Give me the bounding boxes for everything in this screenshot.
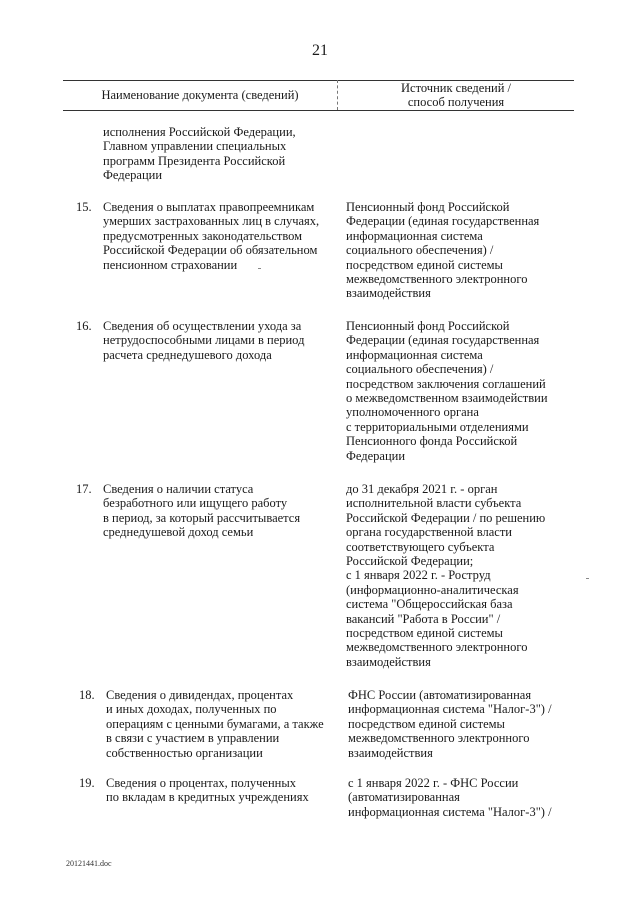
row-source: Пенсионный фонд Российской Федерации (единая государственная информационная система социального обеспечения) / посредством единой системы межведомственного электронного взаимодействия — [346, 200, 540, 301]
stray-mark — [586, 578, 589, 579]
row-document: Сведения о процентах, полученных по вкладам в кредитных учреждениях — [106, 776, 309, 805]
continuation-text: исполнения Российской Федерации, Главном управлении специальных программ Президента Российской Федерации — [103, 125, 296, 183]
row-document: Сведения о наличии статуса безработного или ищущего работу в период, за который рассчитывается среднедушевой доход семьи — [103, 482, 301, 540]
row-number: 15. — [76, 200, 92, 214]
header-source-line2: способ получения — [407, 95, 505, 109]
footer-filename: 20121441.doc — [66, 859, 112, 868]
header-source-line1: Источник сведений / — [401, 81, 511, 95]
row-source: с 1 января 2022 г. - ФНС России (автоматизированная информационная система "Налог-3") / — [348, 776, 552, 819]
row-number: 16. — [76, 319, 92, 333]
header-source — [338, 81, 574, 109]
row-document: Сведения о выплатах правопреемникам умерших застрахованных лиц в случаях, предусмотренных законодательством Российской Федерации об обязательном пенсионном страховании — [103, 200, 320, 272]
row-source: до 31 декабря 2021 г. - орган исполнительной власти субъекта Российской Федерации / по решению органа государственной власти соответствующего субъекта Российской Федерации; с 1 января 2022 г. - Роструд (информационно-аналитическая система "Общероссийская база вакансий "Работа в России" / посредством единой системы межведомственного электронного взаимодействия — [346, 482, 546, 669]
stray-mark — [258, 268, 261, 269]
row-source: Пенсионный фонд Российской Федерации (единая государственная информационная система социального обеспечения) / посредством заключения соглашений о межведомственном взаимодействии уполномоченного органа с территориальными отделениями Пенсионного фонда Российской Федерации — [346, 319, 548, 463]
row-source: ФНС России (автоматизированная информационная система "Налог-3") / посредством единой системы межведомственного электронного взаимодействия — [348, 688, 552, 760]
row-number: 19. — [79, 776, 95, 790]
row-document: Сведения о дивидендах, процентах и иных доходах, полученных по операциям с ценными бумагами, а также в связи с участием в управлении собственностью организации — [106, 688, 324, 760]
row-number: 17. — [76, 482, 92, 496]
row-document: Сведения об осуществлении ухода за нетрудоспособными лицами в период расчета среднедушевого дохода — [103, 319, 305, 362]
header-document-name: Наименование документа (сведений) — [101, 88, 299, 102]
page-number: 21 — [312, 42, 328, 59]
table-header-bottom-rule — [63, 110, 574, 111]
row-number: 18. — [79, 688, 95, 702]
